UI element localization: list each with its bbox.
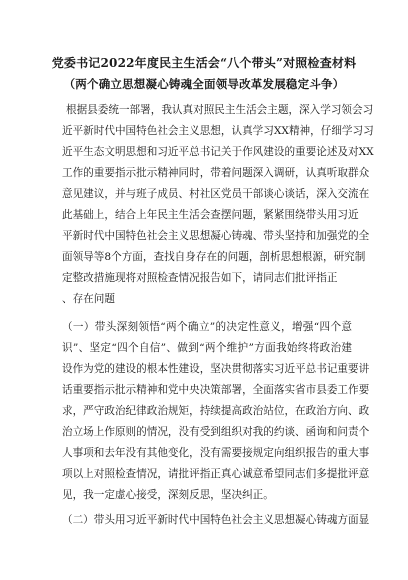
body-line: 近平新时代中国特色社会主义思想，认真学习XX精神，仔细学习习 (62, 125, 374, 137)
body-line: （一）带头深刻领悟“两个确立”的决定性意义，增强“四个意 (62, 321, 352, 333)
body-line: 识”、坚定“四个自信”、做到“两个维护”方面我始终将政治建 (62, 342, 352, 354)
body-line: 项以上对照检查情况，请批评指正真心诚意希望同志们多提批评意 (62, 468, 370, 480)
body-line: 根据县委统一部署，我认真对照民主生活会主题，深入学习领会习 (66, 104, 374, 116)
body-line: 此基础上，结合上年民主生活会查摆问题，紧紧围绕带头用习近 (62, 209, 359, 221)
body-line: 近平生态文明思想和习近平总书记关于作风建设的重要论述及对XX (62, 146, 374, 158)
body-line: 见，我一定虚心接受，深刻反思，坚决纠正。 (62, 489, 274, 501)
body-line: 人事项和去年没有其他变化，没有需要接规定向组织报告的重大事 (62, 447, 370, 459)
body-line: 定整改措施现将对照检查情况报告如下，请同志们批评指正 (62, 272, 338, 284)
document-subtitle: （两个确立思想凝心铸魂全面领导改革发展稳定斗争） (63, 77, 345, 91)
body-line: （二）带头用习近平新时代中国特色社会主义思想凝心铸魂方面显 (62, 514, 370, 526)
body-line: 面领导等8个方面，查找自身存在的问题，剖析思想根源，研究制 (62, 251, 366, 263)
body-line: 平新时代中国特色社会主义思想凝心铸魂、带头坚持和加强党的全 (62, 230, 370, 242)
body-line: 工作的重要指示批示精神同时，带着问题深入调研，认真听取群众 (62, 167, 370, 179)
body-line: 意见建议，并与班子成员、村社区党员干部谈心谈话，深入交流在 (62, 188, 370, 200)
body-line: 话重要指示批示精神和党中央决策部署，全面落实省市县委工作要 (62, 384, 370, 396)
section-heading: 、存在问题 (62, 293, 115, 305)
body-line: 设作为党的建设的根本性建设，坚决贯彻落实习近平总书记重要讲 (62, 363, 370, 375)
body-line: 治立场上作原则的情况，没有受到组织对我的约谈、函询和问责个 (62, 426, 370, 438)
document-title: 党委书记2022年度民主生活会“八个带头”对照检查材料 (51, 56, 357, 70)
body-line: 求，严守政治纪律政治规矩，持续提高政治站位，在政治方向、政 (62, 405, 370, 417)
